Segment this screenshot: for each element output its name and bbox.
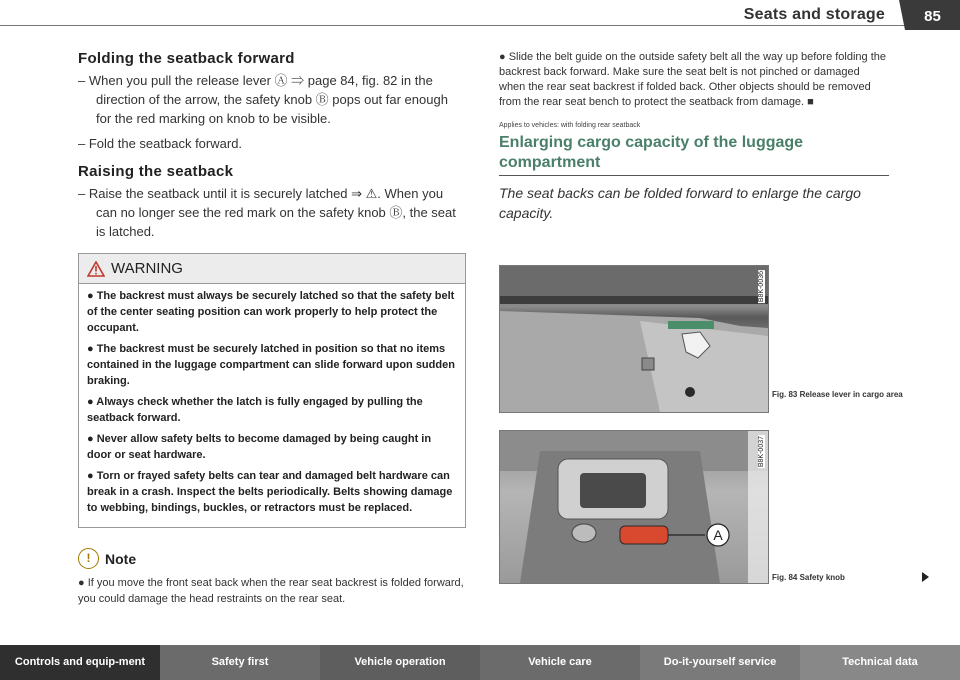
note-exclamation-icon: ! xyxy=(78,548,99,569)
figure-84-image xyxy=(499,430,769,584)
figure-83-code: B8K-0036 xyxy=(758,271,765,303)
warning-item: ● Torn or frayed safety belts can tear and damaged belt hardware can break in a crash. Inspect the belts periodically. Belts showing damage to webbing, bindings, buckles, or retractors must be replaced. xyxy=(87,470,453,514)
lead-text: The seat backs can be folded forward to enlarge the cargo capacity. xyxy=(499,185,861,221)
page-number: 85 xyxy=(905,0,960,30)
right-column xyxy=(499,50,889,223)
tab-controls-and-equipment[interactable]: Controls and equip-ment xyxy=(0,645,160,680)
figure-84-caption xyxy=(772,572,845,583)
warning-item: ● The backrest must always be securely latched so that the safety belt of the center seating position can work properly to help protect the occupant. xyxy=(87,290,455,334)
footer-nav xyxy=(0,645,960,680)
figure-83-caption-text: Release lever in cargo area xyxy=(799,390,903,399)
figure-83-caption xyxy=(772,389,903,400)
warning-item: ● Never allow safety belts to become damaged by being caught in door or seat hardware. xyxy=(87,433,432,461)
belt-guide-text: ● Slide the belt guide on the outside safety belt all the way up before folding the backrest back forward. Make sure the seat belt is not pinched or damaged when the rear seat backrest if folded back. Other objects should be removed from the rear seat bench to protect the seatback from damage. ■ xyxy=(499,51,887,108)
figure-84-caption-text: Safety knob xyxy=(799,573,845,582)
tab-vehicle-care[interactable]: Vehicle care xyxy=(480,645,640,680)
safety-knob-illustration xyxy=(500,431,768,583)
section-heading: Enlarging cargo capacity of the luggage compartment xyxy=(499,133,889,176)
warning-title: WARNING xyxy=(111,260,183,277)
note-header xyxy=(78,548,466,569)
continue-arrow-icon xyxy=(922,572,929,582)
cargo-area-illustration xyxy=(500,266,768,412)
figure-84-number: Fig. 84 xyxy=(772,573,798,582)
figure-84-code: B8K-0037 xyxy=(758,436,765,468)
warning-header xyxy=(79,254,465,284)
figure-83-image xyxy=(499,265,769,413)
warning-box xyxy=(78,253,466,528)
warning-body xyxy=(79,284,465,527)
tab-technical-data[interactable]: Technical data xyxy=(800,645,960,680)
fold-step-2: – Fold the seatback forward. xyxy=(78,136,243,151)
warning-item: ● Always check whether the latch is fully engaged by pulling the seatback forward. xyxy=(87,396,423,424)
heading-fold-forward: Folding the seatback forward xyxy=(78,50,295,67)
warning-item: ● The backrest must be securely latched in position so that no items contained in the luggage compartment can slide forward upon sudden braking. xyxy=(87,343,455,387)
left-column xyxy=(78,50,466,607)
raise-step-1: – Raise the seatback until it is securely latched ⇒ ⚠. When you can no longer see the red mark on the safety knob Ⓑ, the seat is latched. xyxy=(78,186,456,239)
note-title: Note xyxy=(105,550,137,567)
tab-vehicle-operation[interactable]: Vehicle operation xyxy=(320,645,480,680)
tab-do-it-yourself-service[interactable]: Do-it-yourself service xyxy=(640,645,800,680)
applies-to: Applies to vehicles: with folding rear seatback xyxy=(499,122,641,129)
heading-raise: Raising the seatback xyxy=(78,163,234,180)
header-rule xyxy=(0,25,960,26)
figure-84-label-a: A xyxy=(713,527,723,543)
tab-safety-first[interactable]: Safety first xyxy=(160,645,320,680)
warning-triangle-icon xyxy=(87,261,105,277)
section-title: Seats and storage xyxy=(743,6,885,23)
figure-83-number: Fig. 83 xyxy=(772,390,798,399)
fold-step-1: – When you pull the release lever Ⓐ ⇒ page 84, fig. 82 in the direction of the arrow, the safety knob Ⓑ pops out far enough for the red marking on knob to be visible. xyxy=(78,73,448,126)
note-text: ● If you move the front seat back when the rear seat backrest is folded forward, you could damage the head restraints on the rear seat. xyxy=(78,577,464,605)
